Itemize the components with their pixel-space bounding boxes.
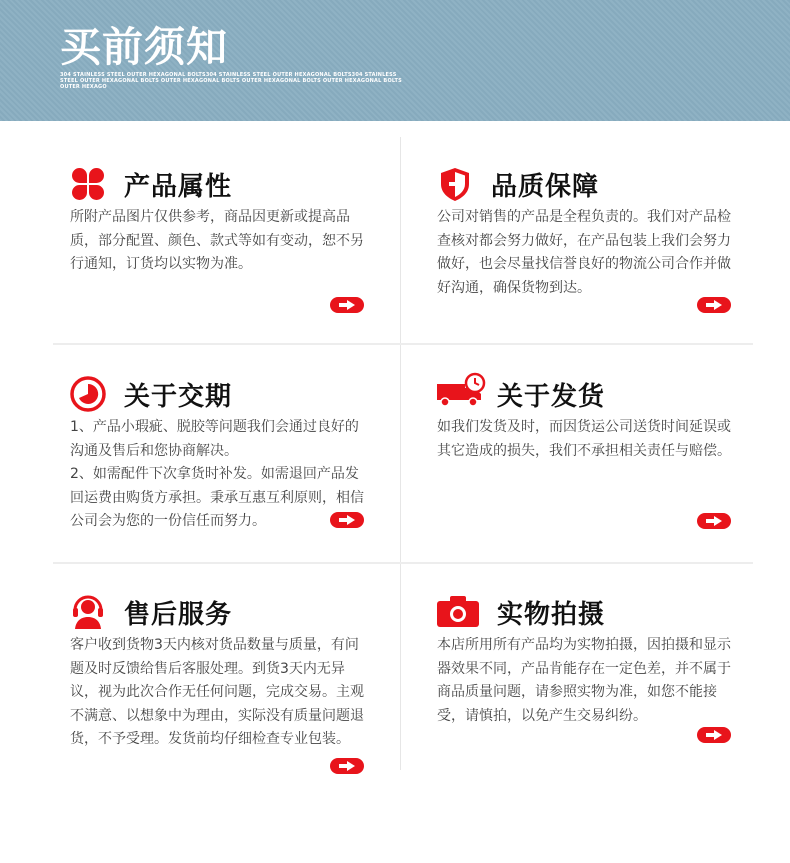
card-body: 所附产品图片仅供参考，商品因更新或提高品质，部分配置、颜色、款式等如有变动，恕不另行通知，订货均以实物为准。 <box>70 209 364 272</box>
arrow-right-icon <box>339 515 355 525</box>
arrow-right-icon <box>706 730 722 740</box>
banner-subtitle: 304 STAINLESS STEEL OUTER HEXAGONAL BOLTS304 STAINLESS STEEL OUTER HEXAGONAL BOLTS304 STAINLESS STEEL OUTER HEXAGONAL BOLTS OUTER HEXAGONAL BOLTS OUTER HEXAGONAL BOLTS OUTER HEXAGONAL BOLTS OUTER HEXAGO <box>60 72 402 90</box>
shield-icon <box>437 166 473 202</box>
camera-icon <box>437 594 479 628</box>
card-title: 品质保障 <box>491 172 600 202</box>
arrow-right-icon <box>339 300 355 310</box>
arrow-right-icon <box>706 516 722 526</box>
arrow-right-icon <box>339 761 355 771</box>
card-body: 客户收到货物3天内核对货品数量与质量，有问题及时反馈给售后客服处理。到货3天内无异议，视为此次合作无任何问题，完成交易。主观不满意、以想象中为理由，实际没有质量问题退货，不予受理。发货前均仔细检查专业包装。 <box>70 637 364 747</box>
card-body: 本店所用所有产品均为实物拍摄，因拍摄和显示器效果不同，产品肯能存在一定色差，并不属于商品质量问题，请参照实物为准，如您不能接受，请慎拍，以免产生交易纠纷。 <box>437 637 731 724</box>
card-body: 公司对销售的产品是全程负责的。我们对产品检查核对都会努力做好，在产品包装上我们会努力做好，也会尽量找信誉良好的物流公司合作并做好沟通，确保货物到达。 <box>437 209 731 296</box>
clock-icon <box>70 376 106 412</box>
card-title: 产品属性 <box>124 172 233 202</box>
vertical-divider <box>400 137 401 770</box>
arrow-button[interactable] <box>330 758 364 774</box>
header-banner <box>0 0 790 121</box>
card-title: 实物拍摄 <box>497 600 606 630</box>
arrow-button[interactable] <box>697 513 731 529</box>
clover-icon <box>70 166 106 202</box>
horizontal-divider <box>53 562 753 564</box>
arrow-button[interactable] <box>330 512 364 528</box>
headset-icon <box>70 594 106 630</box>
card-body: 如我们发货及时，而因货运公司送货时间延误或其它造成的损失，我们不承担相关责任与赔偿。 <box>437 419 731 459</box>
delivery-truck-icon <box>437 372 487 408</box>
card-title: 关于发货 <box>497 382 606 412</box>
card-title: 关于交期 <box>124 382 233 412</box>
page-title: 买前须知 <box>60 23 228 71</box>
arrow-button[interactable] <box>330 297 364 313</box>
arrow-button[interactable] <box>697 297 731 313</box>
horizontal-divider <box>53 343 753 345</box>
card-title: 售后服务 <box>124 600 233 630</box>
arrow-button[interactable] <box>697 727 731 743</box>
card-body: 1、产品小瑕疵、脱胶等问题我们会通过良好的沟通及售后和您协商解决。 2、如需配件下次拿货时补发。如需退回产品发回运费由购货方承担。秉承互惠互利原则，相信公司会为您的一份信任而努力。 <box>70 419 364 529</box>
arrow-right-icon <box>706 300 722 310</box>
